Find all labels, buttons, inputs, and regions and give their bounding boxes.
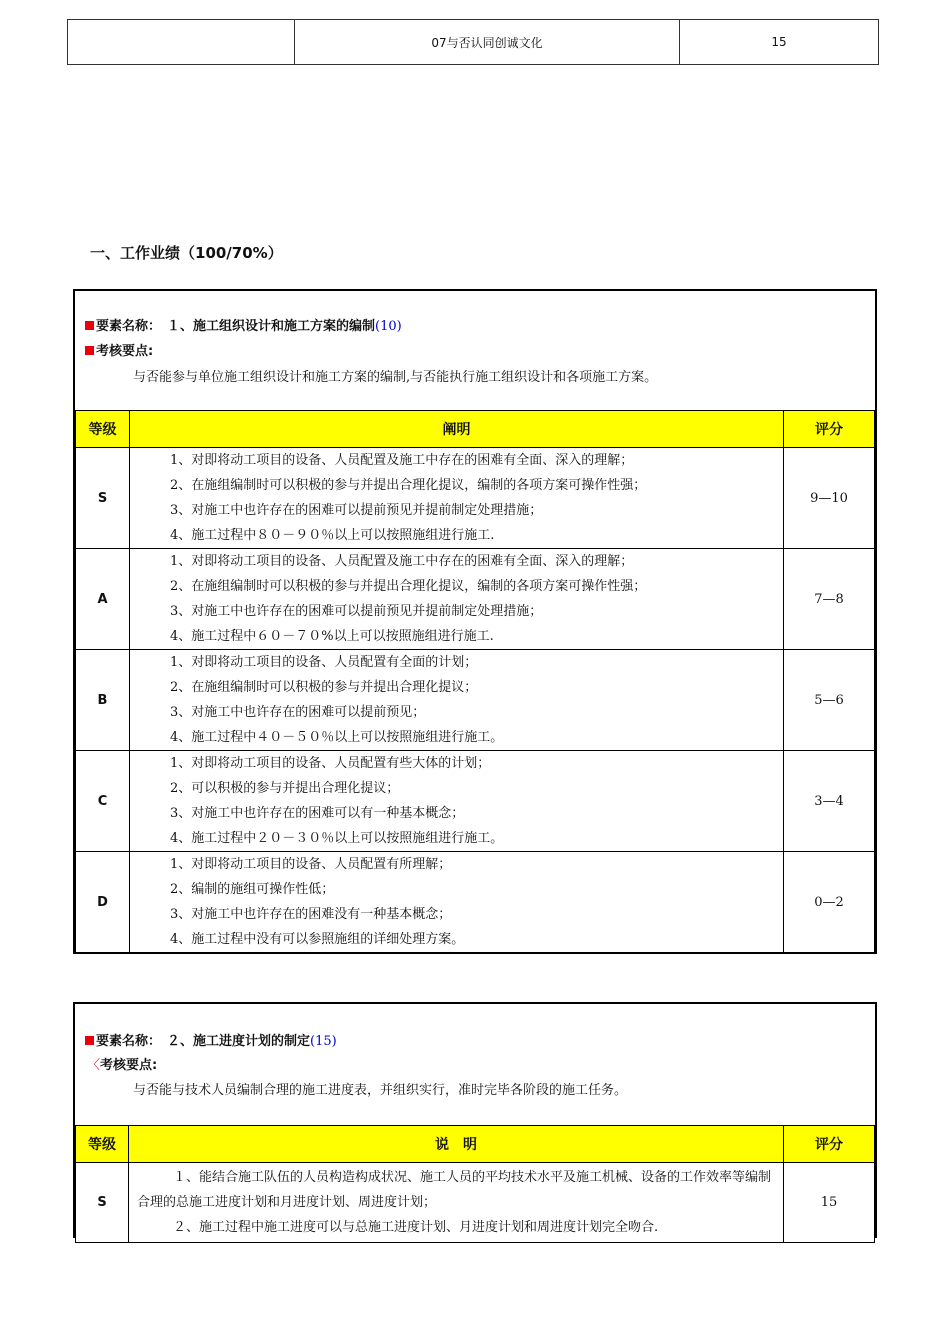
desc-line: ２、施工过程中施工进度可以与总施工进度计划、月进度计划和周进度计划完全吻合.	[173, 1220, 659, 1235]
table-row	[76, 650, 875, 751]
grading-table-1	[75, 410, 875, 953]
score-cell: 0—2	[784, 852, 875, 953]
section-title: 一、工作业绩（100/70%）	[90, 244, 283, 262]
col-desc: 说 明	[129, 1126, 784, 1163]
score-cell: 9—10	[784, 448, 875, 549]
desc-line: 4、施工过程中８０－９０％以上可以按照施组进行施工.	[170, 528, 495, 543]
table-header-row	[76, 411, 875, 448]
col-score: 评分	[784, 411, 875, 448]
description-cell	[130, 549, 784, 650]
key-points-line	[85, 340, 153, 359]
element-name: ２、施工进度计划的制定	[167, 1034, 311, 1049]
score-cell: 7—8	[784, 549, 875, 650]
red-square-icon	[85, 321, 94, 330]
key-points-label: 考核要点:	[100, 1058, 158, 1073]
element-label: 要素名称：	[96, 1034, 162, 1049]
desc-line: 2、在施组编制时可以积极的参与并提出合理化提议，编制的各项方案可操作性强；	[170, 478, 647, 493]
col-level: 等级	[76, 411, 130, 448]
grading-table-2	[75, 1125, 875, 1243]
desc-line: 2、在施组编制时可以积极的参与并提出合理化提议，编制的各项方案可操作性强；	[170, 579, 647, 594]
level-cell: D	[76, 852, 130, 953]
desc-line: 1、对即将动工项目的设备、人员配置有些大体的计划；	[170, 756, 491, 771]
desc-line: 3、对施工中也许存在的困难可以提前预见并提前制定处理措施；	[170, 604, 543, 619]
header-table	[67, 19, 879, 65]
description-cell	[130, 852, 784, 953]
table-row	[76, 1163, 875, 1243]
level-cell: A	[76, 549, 130, 650]
element-name: １、施工组织设计和施工方案的编制	[167, 319, 376, 334]
header-cell-empty	[68, 20, 295, 64]
desc-line: 3、对施工中也许存在的困难可以提前预见并提前制定处理措施；	[170, 503, 543, 518]
key-points-text: 与否能与技术人员编制合理的施工进度表，并组织实行，准时完毕各阶段的施工任务。	[133, 1083, 628, 1098]
desc-line: 1、对即将动工项目的设备、人员配置有全面的计划；	[170, 655, 478, 670]
description-cell	[130, 751, 784, 852]
table-header-row	[76, 1126, 875, 1163]
col-level: 等级	[76, 1126, 129, 1163]
element-score: (15)	[310, 1034, 337, 1049]
desc-line: 3、对施工中也许存在的困难没有一种基本概念；	[170, 907, 452, 922]
key-points-prefix: 〈	[87, 1058, 101, 1073]
element-label: 要素名称：	[96, 319, 162, 334]
desc-line: 1、对即将动工项目的设备、人员配置及施工中存在的困难有全面、深入的理解；	[170, 554, 634, 569]
desc-line: 2、编制的施组可操作性低；	[170, 882, 335, 897]
assessment-block-1	[73, 289, 877, 954]
level-cell: S	[76, 1163, 129, 1243]
table-row	[76, 852, 875, 953]
desc-line: 3、对施工中也许存在的困难可以提前预见；	[170, 705, 426, 720]
col-score: 评分	[784, 1126, 875, 1163]
key-points-line	[87, 1054, 157, 1073]
level-cell: S	[76, 448, 130, 549]
desc-line: １、能结合施工队伍的人员构造构成状况、施工人员的平均技术水平及施工机械、设备的工作效率等编制合理的总施工进度计划和月进度计划、周进度计划；	[137, 1170, 772, 1210]
key-points-text: 与否能参与单位施工组织设计和施工方案的编制,与否能执行施工组织设计和各项施工方案。	[133, 370, 658, 385]
score-cell: 5—6	[784, 650, 875, 751]
score-cell: 3—4	[784, 751, 875, 852]
desc-line: 2、在施组编制时可以积极的参与并提出合理化提议；	[170, 680, 478, 695]
level-cell: B	[76, 650, 130, 751]
table-row	[76, 549, 875, 650]
red-square-icon	[85, 346, 94, 355]
desc-line: 4、施工过程中６０－７０%以上可以按照施组进行施工.	[170, 629, 494, 644]
score-cell: 15	[784, 1163, 875, 1243]
desc-line: 3、对施工中也许存在的困难可以有一种基本概念；	[170, 806, 465, 821]
table-row	[76, 751, 875, 852]
assessment-block-2	[73, 1002, 877, 1238]
desc-line: 4、施工过程中２０－３０％以上可以按照施组进行施工。	[170, 831, 504, 846]
table-row	[76, 448, 875, 549]
description-cell	[130, 650, 784, 751]
description-cell	[129, 1163, 784, 1243]
desc-line: 2、可以积极的参与并提出合理化提议；	[170, 781, 400, 796]
description-cell	[130, 448, 784, 549]
element-name-line	[85, 315, 402, 334]
key-points-label: 考核要点:	[96, 344, 154, 359]
header-cell-title: 07与否认同创诚文化	[295, 20, 680, 64]
red-square-icon	[85, 1036, 94, 1045]
desc-line: 4、施工过程中４０－５０％以上可以按照施组进行施工。	[170, 730, 504, 745]
level-cell: C	[76, 751, 130, 852]
desc-line: 4、施工过程中没有可以参照施组的详细处理方案。	[170, 932, 465, 947]
desc-line: 1、对即将动工项目的设备、人员配置及施工中存在的困难有全面、深入的理解；	[170, 453, 634, 468]
header-cell-score: 15	[771, 35, 787, 49]
col-desc: 阐明	[130, 411, 784, 448]
element-name-line	[85, 1030, 337, 1049]
desc-line: 1、对即将动工项目的设备、人员配置有所理解；	[170, 857, 452, 872]
element-score: (10)	[375, 319, 402, 334]
